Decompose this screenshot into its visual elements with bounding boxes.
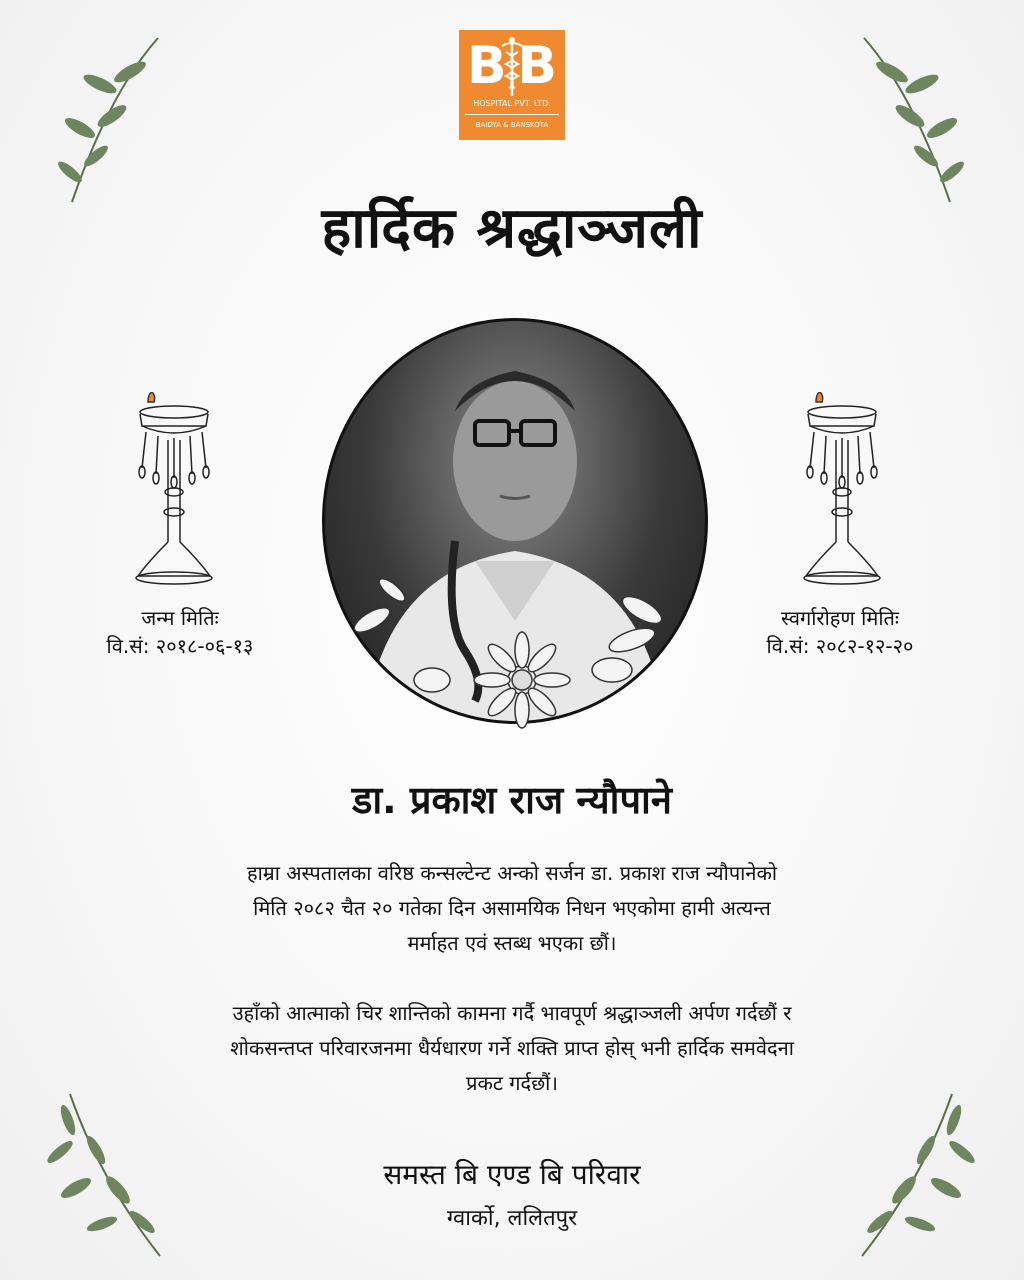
death-date-label: स्वर्गारोहण मितिः xyxy=(781,606,899,630)
logo-letter-right: B xyxy=(517,36,557,96)
hospital-logo xyxy=(459,30,565,140)
leaf-branch-icon xyxy=(30,32,170,212)
logo-hospital-text: HOSPITAL PVT. LTD. xyxy=(473,99,551,108)
flower-decoration-icon xyxy=(332,560,692,740)
birth-date-value: वि.सं: २०१८-०६-१३ xyxy=(106,634,254,658)
logo-divider xyxy=(465,114,559,115)
paragraph-line: शोकसन्तप्त परिवारजनमा धैर्यधारण गर्ने शक्ति प्राप्त होस् भनी हार्दिक समवेदना xyxy=(230,1036,794,1060)
birth-date-block xyxy=(60,604,300,660)
birth-date-label: जन्म मितिः xyxy=(141,606,219,630)
death-date-value: वि.सं: २०८२-१२-२० xyxy=(766,634,914,658)
death-date-block xyxy=(720,604,960,660)
leaf-branch-icon xyxy=(852,32,992,212)
condolence-paragraph-1 xyxy=(110,856,914,961)
family-signature: समस्त बि एण्ड बि परिवार xyxy=(383,1158,641,1191)
condolence-paragraph-2 xyxy=(110,996,914,1101)
paragraph-line: प्रकट गर्दछौं। xyxy=(466,1071,558,1095)
oil-lamp-icon xyxy=(128,392,224,592)
location-text: ग्वार्को, ललितपुर xyxy=(446,1206,578,1231)
paragraph-line: मिति २०८२ चैत २० गतेका दिन असामयिक निधन भएकोमा हामी अत्यन्त xyxy=(253,896,771,920)
paragraph-line: हाम्रा अस्पतालका वरिष्ठ कन्सल्टेन्ट अन्को सर्जन डा. प्रकाश राज न्यौपानेको xyxy=(246,861,777,885)
logo-tagline: BAIDYA & BANSKOTA xyxy=(475,121,549,129)
logo-letter-left: B xyxy=(467,36,507,96)
oil-lamp-icon xyxy=(796,392,892,592)
paragraph-line: उहाँको आत्माको चिर शान्तिको कामना गर्दै भावपूर्ण श्रद्धाञ्जली अर्पण गर्दछौं र xyxy=(232,1001,792,1025)
page-title: हार्दिक श्रद्धाञ्जली xyxy=(321,196,703,261)
deceased-name: डा. प्रकाश राज न्यौपाने xyxy=(352,778,672,822)
paragraph-line: मर्माहत एवं स्तब्ध भएका छौं। xyxy=(407,931,617,955)
